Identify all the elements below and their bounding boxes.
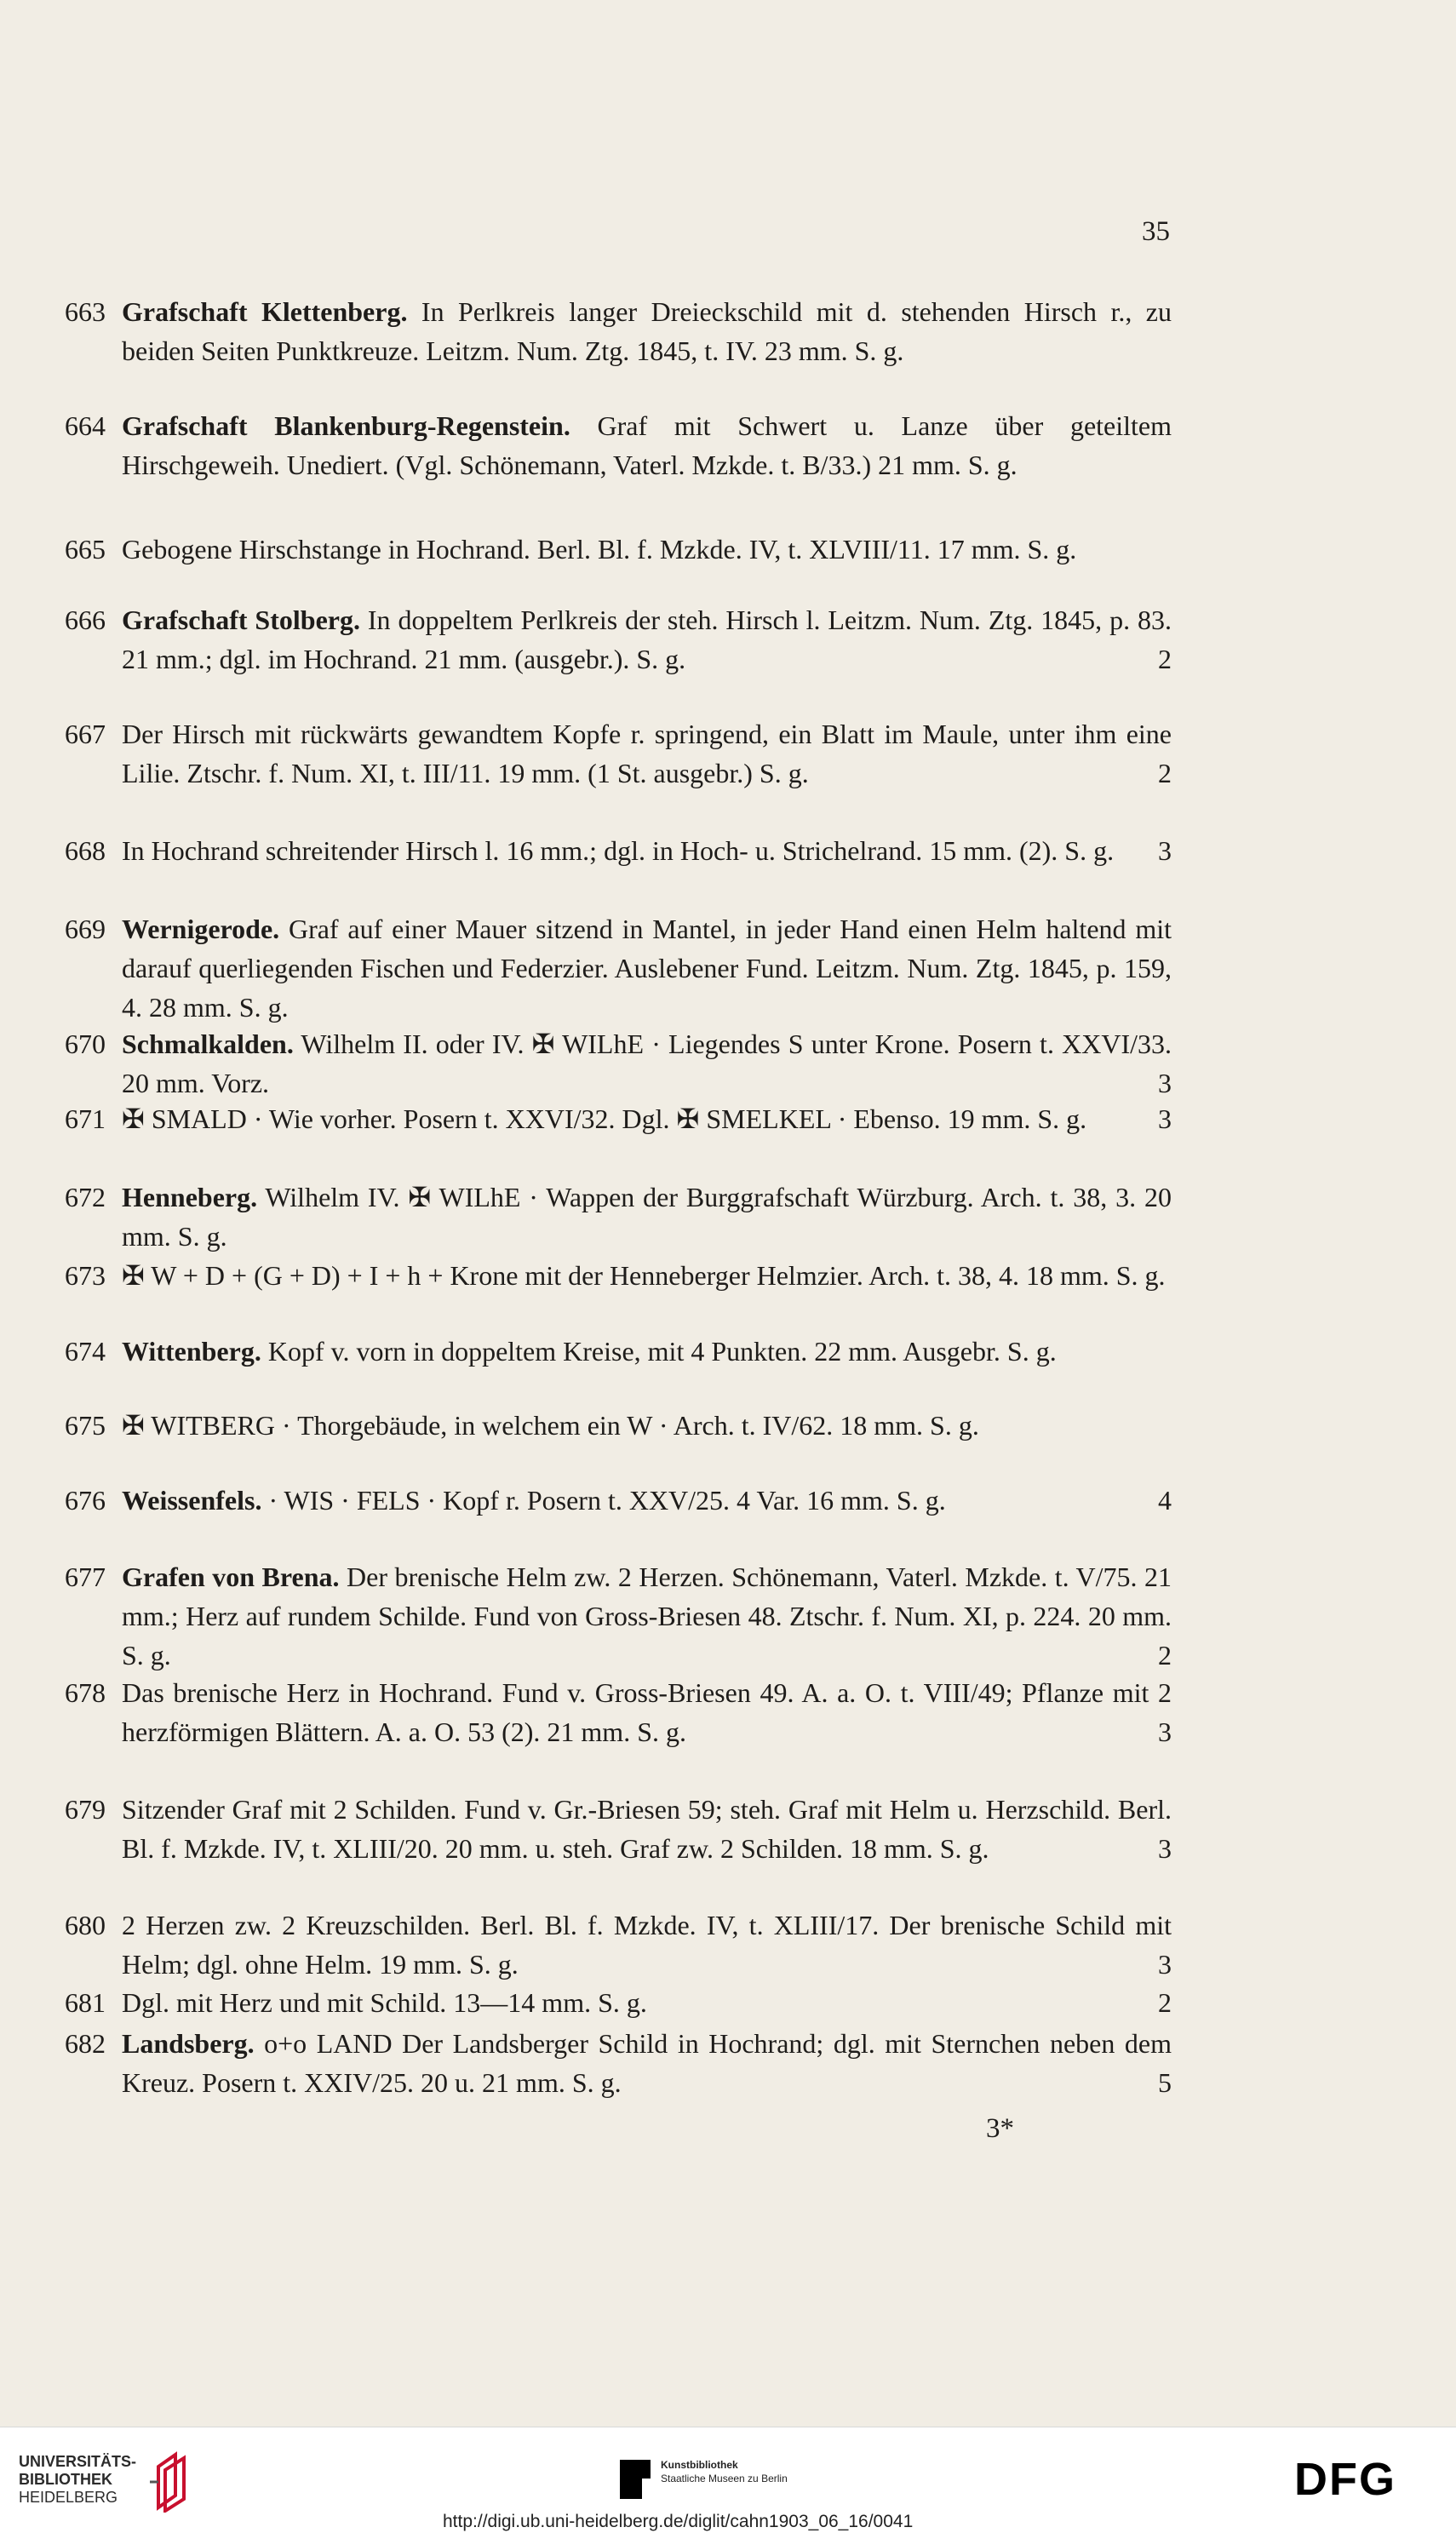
entry-text: Der Hirsch mit rückwärts gewandtem Kopfe r. springend, ein Blatt im Maule, unter ihm eine Lilie. Ztschr. f. Num. XI, t. III/11. 19 mm. (1 St. ausgebr.) S. g. bbox=[122, 719, 1172, 788]
entry-body bbox=[122, 1984, 1172, 2023]
entry-number: 665 bbox=[65, 534, 106, 564]
entry-heading: Grafschaft Blankenburg-Regenstein. bbox=[122, 410, 570, 441]
kunstbibliothek-text bbox=[661, 2458, 788, 2485]
catalog-entry bbox=[56, 1558, 1172, 1675]
entry-heading: Grafschaft Stolberg. bbox=[122, 605, 360, 635]
entry-number: 679 bbox=[65, 1794, 106, 1825]
catalog-entry bbox=[56, 530, 1172, 570]
entry-text: · WIS · FELS · Kopf r. Posern t. XXV/25. 4 Var. 16 mm. S. g. bbox=[261, 1485, 946, 1516]
entry-number: 678 bbox=[65, 1677, 106, 1708]
entry-number: 674 bbox=[65, 1336, 106, 1367]
entry-number: 664 bbox=[65, 410, 106, 441]
entry-number: 669 bbox=[65, 914, 106, 944]
entry-text: Das brenische Herz in Hochrand. Fund v. Gross-Briesen 49. A. a. O. t. VIII/49; Pflanze mit 2 herzförmigen Blättern. A. a. O. 53 (2). 21 mm. S. g. bbox=[122, 1677, 1172, 1747]
entry-number: 677 bbox=[65, 1562, 106, 1592]
entry-value: 2 bbox=[1158, 643, 1172, 674]
entry-body bbox=[122, 715, 1172, 794]
entry-body bbox=[122, 1025, 1172, 1103]
entry-text: In Perlkreis langer Dreieckschild mit d. stehenden Hirsch r., zu beiden Seiten Punktkreuze. Leitzm. Num. Ztg. 1845, t. IV. 23 mm. S. g. bbox=[122, 296, 1172, 366]
entry-body bbox=[122, 1906, 1172, 1985]
entry-text: In doppeltem Perlkreis der steh. Hirsch l. Leitzm. Num. Ztg. 1845, p. 83. 21 mm.; dgl. im Hochrand. 21 mm. (ausgebr.). S. g. bbox=[122, 605, 1172, 674]
entry-text: In Hochrand schreitender Hirsch l. 16 mm.; dgl. in Hoch- u. Strichelrand. 15 mm. (2). S. g. bbox=[122, 835, 1115, 866]
catalog-entry bbox=[56, 1257, 1172, 1296]
entry-value: 4 bbox=[1158, 1485, 1172, 1516]
entry-body bbox=[122, 601, 1172, 679]
catalog-entry bbox=[56, 2025, 1172, 2103]
entry-number: 667 bbox=[65, 719, 106, 749]
entry-text: o+o LAND Der Landsberger Schild in Hochrand; dgl. mit Sternchen neben dem Kreuz. Posern t. XXIV/25. 20 u. 21 mm. S. g. bbox=[122, 2028, 1172, 2098]
entry-value: 3 bbox=[1158, 1948, 1172, 1980]
catalog-entry bbox=[56, 1332, 1172, 1372]
entry-text: ✠ SMALD · Wie vorher. Posern t. XXVI/32. Dgl. ✠ SMELKEL · Ebenso. 19 mm. S. g. bbox=[122, 1103, 1087, 1134]
entry-body bbox=[122, 1332, 1172, 1372]
entry-body bbox=[122, 1558, 1172, 1675]
entry-value: 3 bbox=[1158, 1067, 1172, 1098]
entry-number: 666 bbox=[65, 605, 106, 635]
catalog-entry bbox=[56, 1984, 1172, 2023]
entry-number: 668 bbox=[65, 835, 106, 866]
entry-body bbox=[122, 1791, 1172, 1869]
catalog-entry bbox=[56, 1791, 1172, 1869]
entry-heading: Weissenfels. bbox=[122, 1485, 262, 1516]
entry-text: Graf auf einer Mauer sitzend in Mantel, in jeder Hand einen Helm haltend mit darauf querliegenden Fischen und Federzier. Auslebener Fund. Leitzm. Num. Ztg. 1845, p. 159, 4. 28 mm. S. g. bbox=[122, 914, 1172, 1023]
dfg-logo[interactable]: DFG bbox=[1294, 2454, 1396, 2505]
entry-number: 682 bbox=[65, 2028, 106, 2059]
entry-body bbox=[122, 1481, 1172, 1521]
entry-value: 2 bbox=[1158, 1639, 1172, 1671]
entry-text: Der brenische Helm zw. 2 Herzen. Schönemann, Vaterl. Mzkde. t. V/75. 21 mm.; Herz auf rundem Schilde. Fund von Gross-Briesen 48. Ztschr. f. Num. XI, p. 224. 20 mm. S. g. bbox=[122, 1562, 1172, 1671]
catalog-entry bbox=[56, 1100, 1172, 1139]
permalink-url[interactable]: http://digi.ub.uni-heidelberg.de/diglit/cahn1903_06_16/0041 bbox=[443, 2512, 914, 2531]
entry-value: 3 bbox=[1158, 1103, 1172, 1134]
entry-value: 3 bbox=[1158, 1716, 1172, 1747]
entry-heading: Wernigerode. bbox=[122, 914, 280, 944]
kb-title: Kunstbibliothek bbox=[661, 2459, 738, 2471]
catalog-entry bbox=[56, 1025, 1172, 1103]
entry-body bbox=[122, 1178, 1172, 1257]
ub-logo-icon[interactable] bbox=[146, 2448, 198, 2513]
entry-value: 2 bbox=[1158, 757, 1172, 788]
entry-text: ✠ W + D + (G + D) + I + h + Krone mit der Henneberger Helmzier. Arch. t. 38, 4. 18 mm. S. g. bbox=[122, 1260, 1166, 1291]
kb-subtitle: Staatliche Museen zu Berlin bbox=[661, 2473, 788, 2484]
entry-value: 3 bbox=[1158, 835, 1172, 866]
catalog-entry bbox=[56, 910, 1172, 1027]
entry-heading: Landsberg. bbox=[122, 2028, 255, 2059]
entry-heading: Wittenberg. bbox=[122, 1336, 261, 1367]
ub-heidelberg-logo-text[interactable] bbox=[19, 2453, 136, 2507]
entry-text: Gebogene Hirschstange in Hochrand. Berl. Bl. f. Mzkde. IV, t. XLVIII/11. 17 mm. S. g. bbox=[122, 534, 1077, 564]
catalog-entry bbox=[56, 407, 1172, 485]
entry-number: 672 bbox=[65, 1182, 106, 1212]
catalog-entry bbox=[56, 715, 1172, 794]
entry-heading: Henneberg. bbox=[122, 1182, 258, 1212]
signature-mark: 3* bbox=[986, 2113, 1014, 2144]
kunstbibliothek-logo-icon[interactable] bbox=[620, 2460, 656, 2499]
entry-value: 3 bbox=[1158, 1832, 1172, 1864]
entry-value: 2 bbox=[1158, 1987, 1172, 2018]
entry-body bbox=[122, 407, 1172, 485]
catalog-entry bbox=[56, 1178, 1172, 1257]
entry-body bbox=[122, 2025, 1172, 2103]
entry-text: Wilhelm II. oder IV. ✠ WILhE · Liegendes S unter Krone. Posern t. XXVI/33. 20 mm. Vorz. bbox=[122, 1029, 1172, 1098]
entry-text: Kopf v. vorn in doppeltem Kreise, mit 4 Punkten. 22 mm. Ausgebr. S. g. bbox=[261, 1336, 1057, 1367]
entry-body bbox=[122, 910, 1172, 1027]
entry-number: 673 bbox=[65, 1260, 106, 1291]
entry-body bbox=[122, 832, 1172, 871]
entry-text: ✠ WITBERG · Thorgebäude, in welchem ein W · Arch. t. IV/62. 18 mm. S. g. bbox=[122, 1410, 979, 1441]
catalog-entry bbox=[56, 1481, 1172, 1521]
catalog-entry bbox=[56, 1674, 1172, 1752]
entry-number: 663 bbox=[65, 296, 106, 327]
entry-body bbox=[122, 1257, 1172, 1296]
entry-number: 671 bbox=[65, 1103, 106, 1134]
library-line-1: UNIVERSITÄTS- bbox=[19, 2453, 137, 2470]
catalog-entry bbox=[56, 1906, 1172, 1985]
page-number: 35 bbox=[1142, 216, 1170, 247]
entry-text: Sitzender Graf mit 2 Schilden. Fund v. Gr.-Briesen 59; steh. Graf mit Helm u. Herzschild. Berl. Bl. f. Mzkde. IV, t. XLIII/20. 20 mm. u. steh. Graf zw. 2 Schilden. 18 mm. S. g. bbox=[122, 1794, 1172, 1864]
entry-number: 675 bbox=[65, 1410, 106, 1441]
entry-body bbox=[122, 530, 1172, 570]
library-line-3: HEIDELBERG bbox=[19, 2489, 118, 2506]
entry-body bbox=[122, 1674, 1172, 1752]
entry-text: Graf mit Schwert u. Lanze über geteiltem Hirschgeweih. Unediert. (Vgl. Schönemann, Vaterl. Mzkde. t. B/33.) 21 mm. S. g. bbox=[122, 410, 1172, 480]
entry-heading: Schmalkalden. bbox=[122, 1029, 294, 1059]
entry-number: 670 bbox=[65, 1029, 106, 1059]
catalog-entry bbox=[56, 832, 1172, 871]
catalog-entry bbox=[56, 601, 1172, 679]
entry-number: 680 bbox=[65, 1910, 106, 1940]
entry-body bbox=[122, 293, 1172, 371]
entry-heading: Grafschaft Klettenberg. bbox=[122, 296, 408, 327]
entry-text: 2 Herzen zw. 2 Kreuzschilden. Berl. Bl. f. Mzkde. IV, t. XLIII/17. Der brenische Schild mit Helm; dgl. ohne Helm. 19 mm. S. g. bbox=[122, 1910, 1172, 1980]
catalog-entry bbox=[56, 1407, 1172, 1446]
entry-body bbox=[122, 1407, 1172, 1446]
entry-text: Dgl. mit Herz und mit Schild. 13—14 mm. S. g. bbox=[122, 1987, 647, 2018]
library-line-2: BIBLIOTHEK bbox=[19, 2471, 112, 2488]
entry-heading: Grafen von Brena. bbox=[122, 1562, 340, 1592]
entry-text: Wilhelm IV. ✠ WILhE · Wappen der Burggrafschaft Würzburg. Arch. t. 38, 3. 20 mm. S. g. bbox=[122, 1182, 1172, 1252]
catalog-entry bbox=[56, 293, 1172, 371]
entry-value: 5 bbox=[1158, 2066, 1172, 2098]
entry-number: 676 bbox=[65, 1485, 106, 1516]
entry-body bbox=[122, 1100, 1172, 1139]
entry-number: 681 bbox=[65, 1987, 106, 2018]
